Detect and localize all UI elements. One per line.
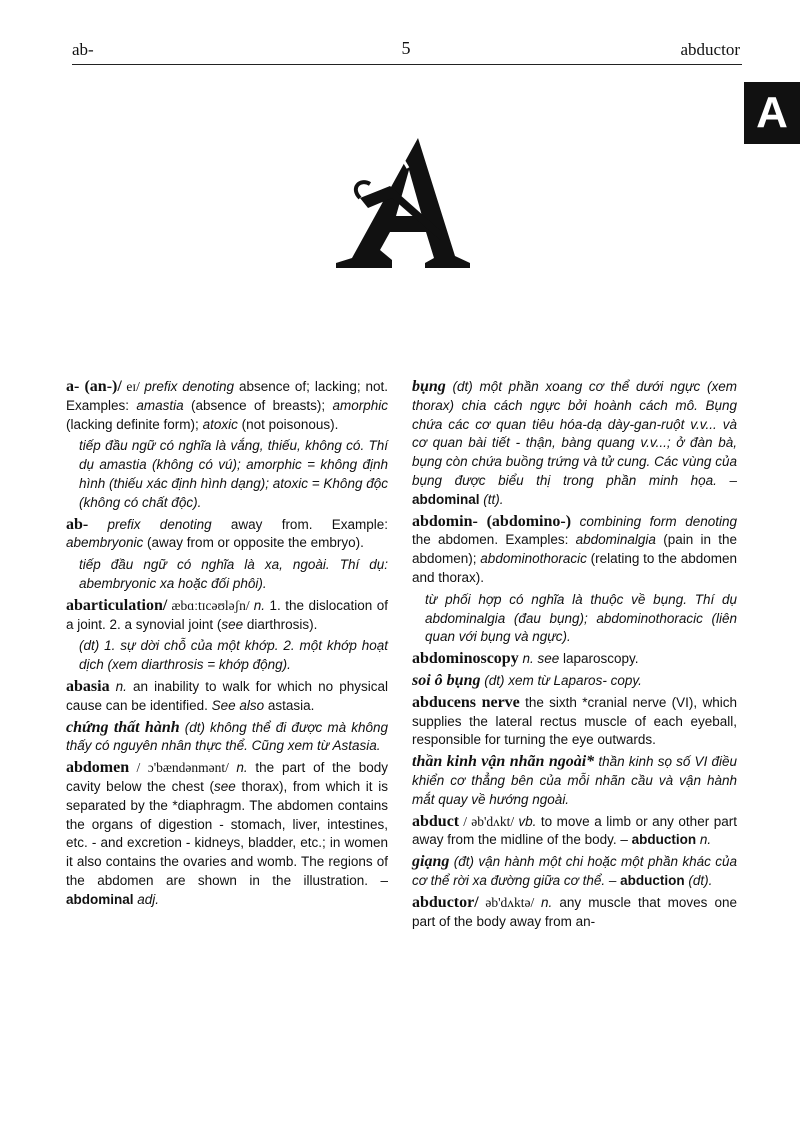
entry-soi-o-bung: soi ô bụng (dt) xem từ Laparos- copy.: [412, 671, 642, 689]
entry-abdomen: abdomen / ɔ'bændənmənt/ n. the part of the body cavity below the chest (see thorax), from which it is separated by the *diaphragm. The abdomen contains the organs of digestion - stomach, liver, intestines, etc. - and excretion - kidneys, bladder, etc.; in women it also contains the ovaries and womb. The regions of the abdomen are shown in the illustration. – abdominal adj.: [66, 759, 388, 907]
letter-thumb-tab: A: [744, 82, 800, 144]
entry-abducens-nerve: abducens nerve the sixth *cranial nerve (VI), which supplies the lateral rectus muscle of each eyeball, responsible for turning the eye outwards.: [412, 693, 737, 748]
entry-abasia: abasia n. an inability to walk for which no physical cause can be identified. See also astasia.: [66, 677, 388, 713]
entry-abduct: abduct / əb'dʌkt/ vb. to move a limb or any other part away from the midline of the body. – abduction n.: [412, 812, 737, 848]
entry-abarticulation-vietnamese: (dt) 1. sự dời chỗ của một khớp. 2. một khớp hoạt dịch (xem diarthrosis = khớp động).: [79, 638, 388, 673]
entry-bung: bụng (dt) một phần xoang cơ thể dưới ngực (xem thorax) chia cách ngực bởi hoành cách mô. Bụng chứa các cơ quan tiêu hóa-dạ dày-gan-ruột v.v... và cơ quan bài tiết - thận, bàng quang v.v...; ở đàn bà, bụng còn chứa buồng trứng và tử cung. Các vùng của bụng được biểu thị trong phần minh họa. – abdominal (tt).: [412, 378, 737, 507]
entry-abarticulation: abarticulation/ æbɑːtɪcəʊləʃn/ n. 1. the dislocation of a joint. 2. a synovial joint (see diarthrosis).: [66, 596, 388, 632]
right-column: [412, 378, 737, 934]
entry-abductor: abductor/ əb'dʌktə/ n. any muscle that moves one part of the body away from an-: [412, 893, 737, 929]
entry-abdominoscopy: abdominoscopy n. see laparoscopy.: [412, 650, 639, 668]
page-number: 5: [401, 38, 411, 58]
header-last-term: abductor: [680, 40, 740, 59]
entry-ab: ab- prefix denoting away from. Example: abembryonic (away from or opposite the embryo).: [66, 515, 388, 551]
page-header: [72, 38, 740, 64]
entry-ab-vietnamese: tiếp đầu ngữ có nghĩa là xa, ngoài. Thí dụ: abembryonic xa hoặc đối phôi).: [79, 557, 388, 591]
left-column: [66, 378, 388, 913]
entry-chung-that-hanh: chứng thất hành (dt) không thể đi được mà không thấy có nguyên nhân thực thể. Cũng xem từ Astasia.: [66, 718, 388, 754]
decorative-letter-a-icon: [330, 128, 480, 278]
entry-giang: giạng (đt) vận hành một chi hoặc một phần khác của cơ thể rời xa đường giữa cơ thể. – abduction (dt).: [412, 853, 737, 888]
entry-than-kinh-van-nhan-ngoai: thần kinh vận nhãn ngoài* thần kinh sọ số VI điều khiển cơ thẳng bên của mỗi nhãn cầu và vận hành mắt quay về hướng ngoài.: [412, 753, 738, 807]
entry-a-an-vietnamese: tiếp đầu ngữ có nghĩa là vắng, thiếu, không có. Thí dụ amastia (không có vú); amorphic = không định hình (thiếu xác định hình dạng); atoxic = Không độc (không có chất độc).: [79, 438, 388, 510]
header-first-term: ab-: [72, 40, 94, 59]
entry-abdomin: abdomin- (abdomino-) combining form denoting the abdomen. Examples: abdominalgia (pain in the abdomen); abdominothoracic (relating to the abdomen and thorax).: [412, 512, 738, 585]
header-rule: [72, 64, 742, 65]
entry-a-an: a- (an-)/ eɪ/ prefix denoting absence of; lacking; not. Examples: amastia (absence of breasts); amorphic (lacking definite form); atoxic (not poisonous).: [66, 378, 389, 432]
entry-abdomin-vietnamese: từ phối hợp có nghĩa là thuộc về bụng. Thí dụ abdominalgia (đau bụng); abdominothoracic (liên quan với bụng và ngực).: [425, 591, 737, 645]
